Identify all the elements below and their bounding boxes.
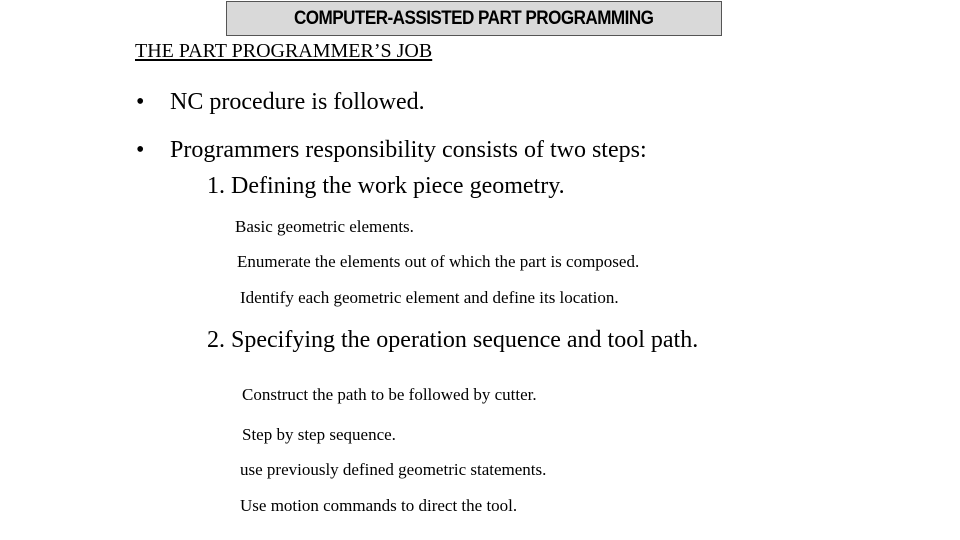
bullet-text: Programmers responsibility consists of two steps: xyxy=(170,137,647,163)
bullet-icon: • xyxy=(136,89,145,115)
step-2-label: 2. Specifying the operation sequence and tool path. xyxy=(207,327,699,353)
section-heading: THE PART PROGRAMMER’S JOB xyxy=(135,40,433,62)
slide-title: COMPUTER-ASSISTED PART PROGRAMMING xyxy=(294,7,654,29)
step-2-detail: Step by step sequence. xyxy=(242,425,396,444)
step-2-detail: Construct the path to be followed by cutter. xyxy=(242,385,537,404)
bullet-icon: • xyxy=(136,137,145,163)
step-2-detail: Use motion commands to direct the tool. xyxy=(240,496,518,515)
step-1-detail: Identify each geometric element and define its location. xyxy=(240,288,619,307)
bullet-item xyxy=(136,89,425,116)
title-banner xyxy=(226,1,722,36)
step-1-detail: Enumerate the elements out of which the part is composed. xyxy=(237,252,640,271)
bullet-item xyxy=(136,137,647,164)
step-2-detail: use previously defined geometric statements. xyxy=(240,460,547,479)
step-1-label: 1. Defining the work piece geometry. xyxy=(207,173,565,199)
bullet-text: NC procedure is followed. xyxy=(170,89,425,115)
step-1-detail: Basic geometric elements. xyxy=(235,217,414,236)
